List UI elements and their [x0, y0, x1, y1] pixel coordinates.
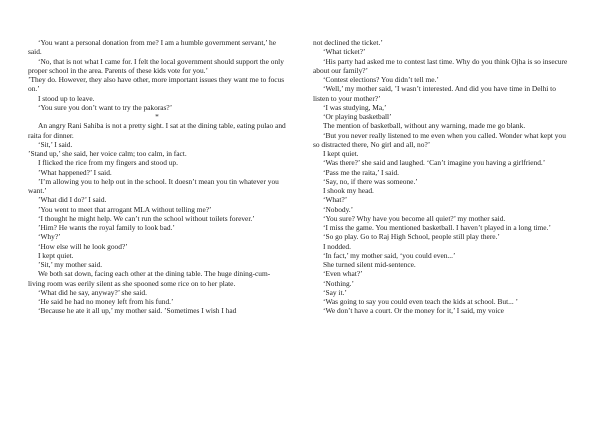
paragraph: ‘Or playing basketball’	[323, 112, 392, 121]
paragraph: ‘You sure? Why have you become all quiet?’ my mother said.	[323, 213, 506, 223]
paragraph: ‘We don’t have a court. Or the money for it,’ I said, my voice	[323, 306, 504, 316]
paragraph: ’I’m allowing you to help out in the school. It doesn’t mean you tin whatever you want.’	[28, 176, 279, 195]
paragraph: ‘What did he say, anyway?’ she said.	[38, 287, 147, 297]
paragraph: ‘I was studying, Ma,’	[323, 102, 387, 112]
paragraph: ’Sit,’ my mother said.	[38, 260, 103, 269]
paragraph: I stood up to leave.	[38, 93, 95, 103]
paragraph: ’What happened?’ I said.	[38, 167, 112, 177]
paragraph: ‘Sit,’ I said.	[38, 139, 73, 149]
paragraph: ‘How else will he look good?’	[38, 241, 128, 251]
paragraph: ’You went to meet that arrogant MLA without telling me?’	[38, 204, 212, 214]
section-break: *	[155, 112, 159, 121]
paragraph: ’Him? He wants the royal family to look bad.’	[38, 223, 175, 232]
paragraph: ‘Say it.’	[323, 287, 347, 297]
paragraph: ‘You want a personal donation from me? I am a humble government servant,’ he said.	[28, 38, 277, 57]
paragraph: ‘Was there?’ she said and laughed. ‘Can’t imagine you having a girlfriend.’	[323, 158, 546, 168]
paragraph: ‘Why?’	[38, 232, 61, 242]
paragraph: ‘Well,’ my mother said, ’I wasn’t interested. And did you have time in Delhi to listen to your mother?’	[313, 84, 556, 103]
paragraph: ’They do. However, they also have other, more important issues they want me to focus on.’	[28, 75, 285, 94]
paragraph: ‘In fact,’ my mother said, ‘you could even...’	[323, 250, 456, 260]
paragraph: ‘But you never really listened to me even when you called. Wonder what kept you so distracted there, No girl and all, no?’	[313, 130, 566, 149]
paragraph: I flicked the rice from my fingers and stood up.	[38, 158, 178, 168]
paragraph: ‘Pass me the raita,’ I said.	[323, 167, 400, 177]
paragraph: ‘His party had asked me to contest last time. Why do you think Ojha is so insecure about our family?’	[313, 56, 568, 75]
paragraph: The mention of basketball, without any warning, made me go blank.	[323, 121, 526, 131]
paragraph: We both sat down, facing each other at the dining table. The huge dining-cum-living room was eerily silent as she spooned some rice on to her plate.	[28, 269, 271, 288]
paragraph: ‘Nobody.’	[323, 204, 354, 214]
paragraph: ’Stand up,’ she said, her voice calm; too calm, in fact.	[28, 149, 187, 158]
paragraph: ‘No, that is not what I came for. I felt the local government should support the only proper school in the area. Parents of these kids vote for you.’	[28, 56, 284, 75]
paragraph: ‘What?’	[323, 195, 348, 205]
paragraph: ‘So go play. Go to Raj High School, people still play there.’	[323, 232, 500, 242]
paragraph: ‘Nothing.’	[323, 278, 354, 288]
paragraph: ‘Because he ate it all up,’ my mother said. ’Sometimes I wish I had	[38, 306, 237, 316]
paragraph: ‘He said he had no money left from his fund.’	[38, 297, 174, 306]
paragraph: ‘Even what?’	[323, 269, 363, 279]
paragraph: ‘What ticket?’	[323, 47, 366, 57]
paragraph: ‘Was going to say you could even teach the kids at school. But... ’	[323, 297, 519, 306]
paragraph: ‘Say, no, if there was someone.’	[323, 176, 418, 186]
paragraph: ‘You sure you don’t want to try the pakoras?’	[38, 102, 173, 112]
paragraph: ’What did I do?’ I said.	[38, 195, 107, 205]
paragraph: I shook my head.	[323, 186, 374, 195]
paragraph: ‘I miss the game. You mentioned basketball. I haven’t played in a long time.’	[323, 223, 551, 232]
paragraph: ‘Contest elections? You didn’t tell me.’	[323, 75, 439, 84]
left-page-column	[28, 38, 286, 316]
right-page-column	[313, 38, 571, 316]
paragraph: An angry Rani Sahiba is not a pretty sight. I sat at the dining table, eating pulao and raita for dinner.	[28, 121, 286, 140]
paragraph: She turned silent mid-sentence.	[323, 260, 416, 269]
paragraph: not declined the ticket.’	[313, 38, 383, 47]
paragraph: ‘I thought he might help. We can’t run the school without toilets forever.’	[38, 213, 255, 223]
paragraph: I kept quiet.	[38, 250, 74, 260]
paragraph: I nodded.	[323, 241, 351, 251]
paragraph: I kept quiet.	[323, 149, 359, 158]
